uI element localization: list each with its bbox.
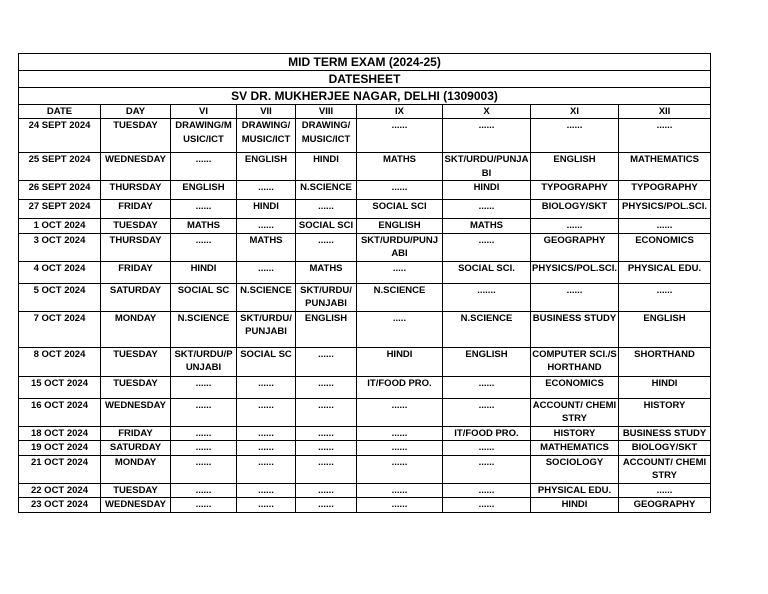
- subject-cell: ......: [357, 483, 443, 498]
- subject-cell: ......: [237, 261, 296, 283]
- subject-cell: SKT/URDU/ PUNJABI: [237, 311, 296, 347]
- subject-cell: ......: [357, 441, 443, 456]
- subject-cell: TYPOGRAPHY: [619, 181, 711, 200]
- subject-cell: SOCIAL SCI.: [443, 261, 531, 283]
- date-cell: 5 OCT 2024: [19, 283, 101, 311]
- subject-cell: ......: [171, 483, 237, 498]
- subject-cell: ......: [237, 498, 296, 513]
- subject-cell: ......: [357, 426, 443, 441]
- day-cell: MONDAY: [101, 455, 171, 483]
- table-row: [19, 181, 711, 200]
- subject-cell: ......: [237, 483, 296, 498]
- datesheet-subtitle: DATESHEET: [19, 71, 711, 88]
- table-row: [19, 311, 711, 347]
- date-cell: 21 OCT 2024: [19, 455, 101, 483]
- day-cell: SATURDAY: [101, 441, 171, 456]
- subject-cell: DRAWING/ MUSIC/ICT: [296, 119, 357, 153]
- subject-cell: SOCIAL SC: [171, 283, 237, 311]
- table-row: [19, 426, 711, 441]
- day-cell: FRIDAY: [101, 261, 171, 283]
- table-row: [19, 455, 711, 483]
- subject-cell: N.SCIENCE: [296, 181, 357, 200]
- subject-cell: HISTORY: [619, 398, 711, 426]
- day-cell: WEDNESDAY: [101, 153, 171, 181]
- table-row: [19, 283, 711, 311]
- date-cell: 3 OCT 2024: [19, 233, 101, 261]
- datesheet-table: [18, 53, 711, 513]
- subject-cell: MATHS: [296, 261, 357, 283]
- subject-cell: ......: [296, 376, 357, 398]
- subject-cell: ......: [296, 347, 357, 376]
- subject-cell: ENGLISH: [443, 347, 531, 376]
- subject-cell: PHYSICS/POL.SCI.: [531, 261, 619, 283]
- column-header: X: [443, 105, 531, 119]
- subject-cell: SKT/URDU/PUNJABI: [171, 347, 237, 376]
- subject-cell: ......: [296, 398, 357, 426]
- column-header: XII: [619, 105, 711, 119]
- subject-cell: ......: [237, 426, 296, 441]
- subject-cell: ......: [296, 498, 357, 513]
- subject-cell: HINDI: [237, 200, 296, 219]
- subject-cell: ACCOUNT/ CHEMISTRY: [619, 455, 711, 483]
- day-cell: TUESDAY: [101, 219, 171, 234]
- subject-cell: MATHS: [237, 233, 296, 261]
- subject-cell: ENGLISH: [237, 153, 296, 181]
- subject-cell: ......: [296, 441, 357, 456]
- subject-cell: ......: [237, 181, 296, 200]
- date-cell: 19 OCT 2024: [19, 441, 101, 456]
- subject-cell: DRAWING/ MUSIC/ICT: [237, 119, 296, 153]
- subject-cell: ......: [443, 455, 531, 483]
- subject-cell: ......: [237, 219, 296, 234]
- day-cell: FRIDAY: [101, 200, 171, 219]
- date-cell: 24 SEPT 2024: [19, 119, 101, 153]
- subject-cell: ENGLISH: [531, 153, 619, 181]
- subject-cell: ......: [171, 498, 237, 513]
- subject-cell: ......: [171, 441, 237, 456]
- subject-cell: ......: [443, 119, 531, 153]
- subject-cell: HINDI: [357, 347, 443, 376]
- subject-cell: ......: [531, 119, 619, 153]
- subject-cell: SHORTHAND: [619, 347, 711, 376]
- table-row: [19, 398, 711, 426]
- subject-cell: ......: [531, 283, 619, 311]
- day-cell: THURSDAY: [101, 233, 171, 261]
- exam-title: MID TERM EXAM (2024-25): [19, 54, 711, 71]
- subject-cell: ......: [171, 376, 237, 398]
- date-cell: 8 OCT 2024: [19, 347, 101, 376]
- day-cell: WEDNESDAY: [101, 398, 171, 426]
- column-header: DATE: [19, 105, 101, 119]
- subject-cell: ......: [619, 483, 711, 498]
- subject-cell: ACCOUNT/ CHEMISTRY: [531, 398, 619, 426]
- subject-cell: MATHEMATICS: [619, 153, 711, 181]
- subject-cell: ......: [357, 498, 443, 513]
- subject-cell: ......: [443, 498, 531, 513]
- date-cell: 4 OCT 2024: [19, 261, 101, 283]
- subject-cell: BUSINESS STUDY: [619, 426, 711, 441]
- subject-cell: ......: [443, 441, 531, 456]
- day-cell: THURSDAY: [101, 181, 171, 200]
- table-row: [19, 219, 711, 234]
- subject-cell: ......: [171, 455, 237, 483]
- date-cell: 22 OCT 2024: [19, 483, 101, 498]
- subject-cell: ENGLISH: [296, 311, 357, 347]
- day-cell: TUESDAY: [101, 347, 171, 376]
- table-row: [19, 200, 711, 219]
- subject-cell: MATHS: [443, 219, 531, 234]
- subject-cell: BIOLOGY/SKT: [619, 441, 711, 456]
- subject-cell: ......: [357, 181, 443, 200]
- subject-cell: IT/FOOD PRO.: [443, 426, 531, 441]
- subject-cell: ......: [357, 455, 443, 483]
- subject-cell: ......: [171, 398, 237, 426]
- subject-cell: ......: [619, 219, 711, 234]
- subject-cell: ......: [296, 455, 357, 483]
- subject-cell: COMPUTER SCI./SHORTHAND: [531, 347, 619, 376]
- subject-cell: N.SCIENCE: [357, 283, 443, 311]
- date-cell: 16 OCT 2024: [19, 398, 101, 426]
- subject-cell: N.SCIENCE: [237, 283, 296, 311]
- subject-cell: ENGLISH: [171, 181, 237, 200]
- table-row: [19, 347, 711, 376]
- subject-cell: N.SCIENCE: [171, 311, 237, 347]
- date-cell: 26 SEPT 2024: [19, 181, 101, 200]
- table-row: [19, 376, 711, 398]
- subject-cell: MATHEMATICS: [531, 441, 619, 456]
- subject-cell: ......: [171, 426, 237, 441]
- subject-cell: .....: [357, 311, 443, 347]
- date-cell: 1 OCT 2024: [19, 219, 101, 234]
- table-row: [19, 119, 711, 153]
- subject-cell: PHYSICAL EDU.: [619, 261, 711, 283]
- subject-cell: MATHS: [357, 153, 443, 181]
- subject-cell: ......: [171, 233, 237, 261]
- subject-cell: TYPOGRAPHY: [531, 181, 619, 200]
- subject-cell: N.SCIENCE: [443, 311, 531, 347]
- column-header: IX: [357, 105, 443, 119]
- subject-cell: ......: [357, 119, 443, 153]
- subject-cell: MATHS: [171, 219, 237, 234]
- subject-cell: ......: [296, 483, 357, 498]
- table-row: [19, 261, 711, 283]
- subject-cell: ......: [443, 483, 531, 498]
- subject-cell: ENGLISH: [357, 219, 443, 234]
- subject-cell: HINDI: [171, 261, 237, 283]
- subject-cell: ......: [531, 219, 619, 234]
- table-row: [19, 441, 711, 456]
- subject-cell: SKT/URDU/PUNJABI: [443, 153, 531, 181]
- day-cell: FRIDAY: [101, 426, 171, 441]
- subject-cell: ......: [443, 233, 531, 261]
- subject-cell: HINDI: [443, 181, 531, 200]
- subject-cell: SOCIAL SCI: [357, 200, 443, 219]
- subject-cell: ENGLISH: [619, 311, 711, 347]
- subject-cell: ......: [296, 233, 357, 261]
- date-cell: 18 OCT 2024: [19, 426, 101, 441]
- table-row: [19, 498, 711, 513]
- subject-cell: BIOLOGY/SKT: [531, 200, 619, 219]
- subject-cell: ......: [296, 200, 357, 219]
- table-row: [19, 233, 711, 261]
- date-cell: 7 OCT 2024: [19, 311, 101, 347]
- subject-cell: BUSINESS STUDY: [531, 311, 619, 347]
- day-cell: TUESDAY: [101, 483, 171, 498]
- subject-cell: ......: [237, 441, 296, 456]
- date-cell: 15 OCT 2024: [19, 376, 101, 398]
- date-cell: 25 SEPT 2024: [19, 153, 101, 181]
- subject-cell: ......: [171, 200, 237, 219]
- subject-cell: ......: [619, 119, 711, 153]
- school-name: SV DR. MUKHERJEE NAGAR, DELHI (1309003): [19, 88, 711, 105]
- subject-cell: PHYSICS/POL.SCI.: [619, 200, 711, 219]
- subject-cell: ......: [237, 376, 296, 398]
- day-cell: MONDAY: [101, 311, 171, 347]
- subject-cell: ECONOMICS: [531, 376, 619, 398]
- date-cell: 27 SEPT 2024: [19, 200, 101, 219]
- subject-cell: .....: [357, 261, 443, 283]
- datesheet: [18, 53, 710, 513]
- subject-cell: SOCIAL SC: [237, 347, 296, 376]
- subject-cell: ......: [443, 398, 531, 426]
- column-header: VII: [237, 105, 296, 119]
- date-cell: 23 OCT 2024: [19, 498, 101, 513]
- day-cell: WEDNESDAY: [101, 498, 171, 513]
- day-cell: SATURDAY: [101, 283, 171, 311]
- subject-cell: HISTORY: [531, 426, 619, 441]
- subject-cell: SOCIAL SCI: [296, 219, 357, 234]
- day-cell: TUESDAY: [101, 119, 171, 153]
- subject-cell: ......: [171, 153, 237, 181]
- column-header: VIII: [296, 105, 357, 119]
- subject-cell: HINDI: [296, 153, 357, 181]
- subject-cell: HINDI: [619, 376, 711, 398]
- subject-cell: ......: [237, 398, 296, 426]
- subject-cell: DRAWING/MUSIC/ICT: [171, 119, 237, 153]
- column-header: VI: [171, 105, 237, 119]
- subject-cell: GEOGRAPHY: [531, 233, 619, 261]
- column-header: XI: [531, 105, 619, 119]
- subject-cell: .......: [443, 283, 531, 311]
- table-row: [19, 483, 711, 498]
- subject-cell: ......: [443, 200, 531, 219]
- subject-cell: ......: [443, 376, 531, 398]
- subject-cell: ......: [296, 426, 357, 441]
- table-row: [19, 153, 711, 181]
- subject-cell: ......: [619, 283, 711, 311]
- column-header: DAY: [101, 105, 171, 119]
- subject-cell: HINDI: [531, 498, 619, 513]
- subject-cell: SKT/URDU/PUNJABI: [357, 233, 443, 261]
- subject-cell: SOCIOLOGY: [531, 455, 619, 483]
- subject-cell: IT/FOOD PRO.: [357, 376, 443, 398]
- subject-cell: GEOGRAPHY: [619, 498, 711, 513]
- subject-cell: ECONOMICS: [619, 233, 711, 261]
- subject-cell: SKT/URDU/PUNJABI: [296, 283, 357, 311]
- subject-cell: ......: [237, 455, 296, 483]
- subject-cell: ......: [357, 398, 443, 426]
- day-cell: TUESDAY: [101, 376, 171, 398]
- subject-cell: PHYSICAL EDU.: [531, 483, 619, 498]
